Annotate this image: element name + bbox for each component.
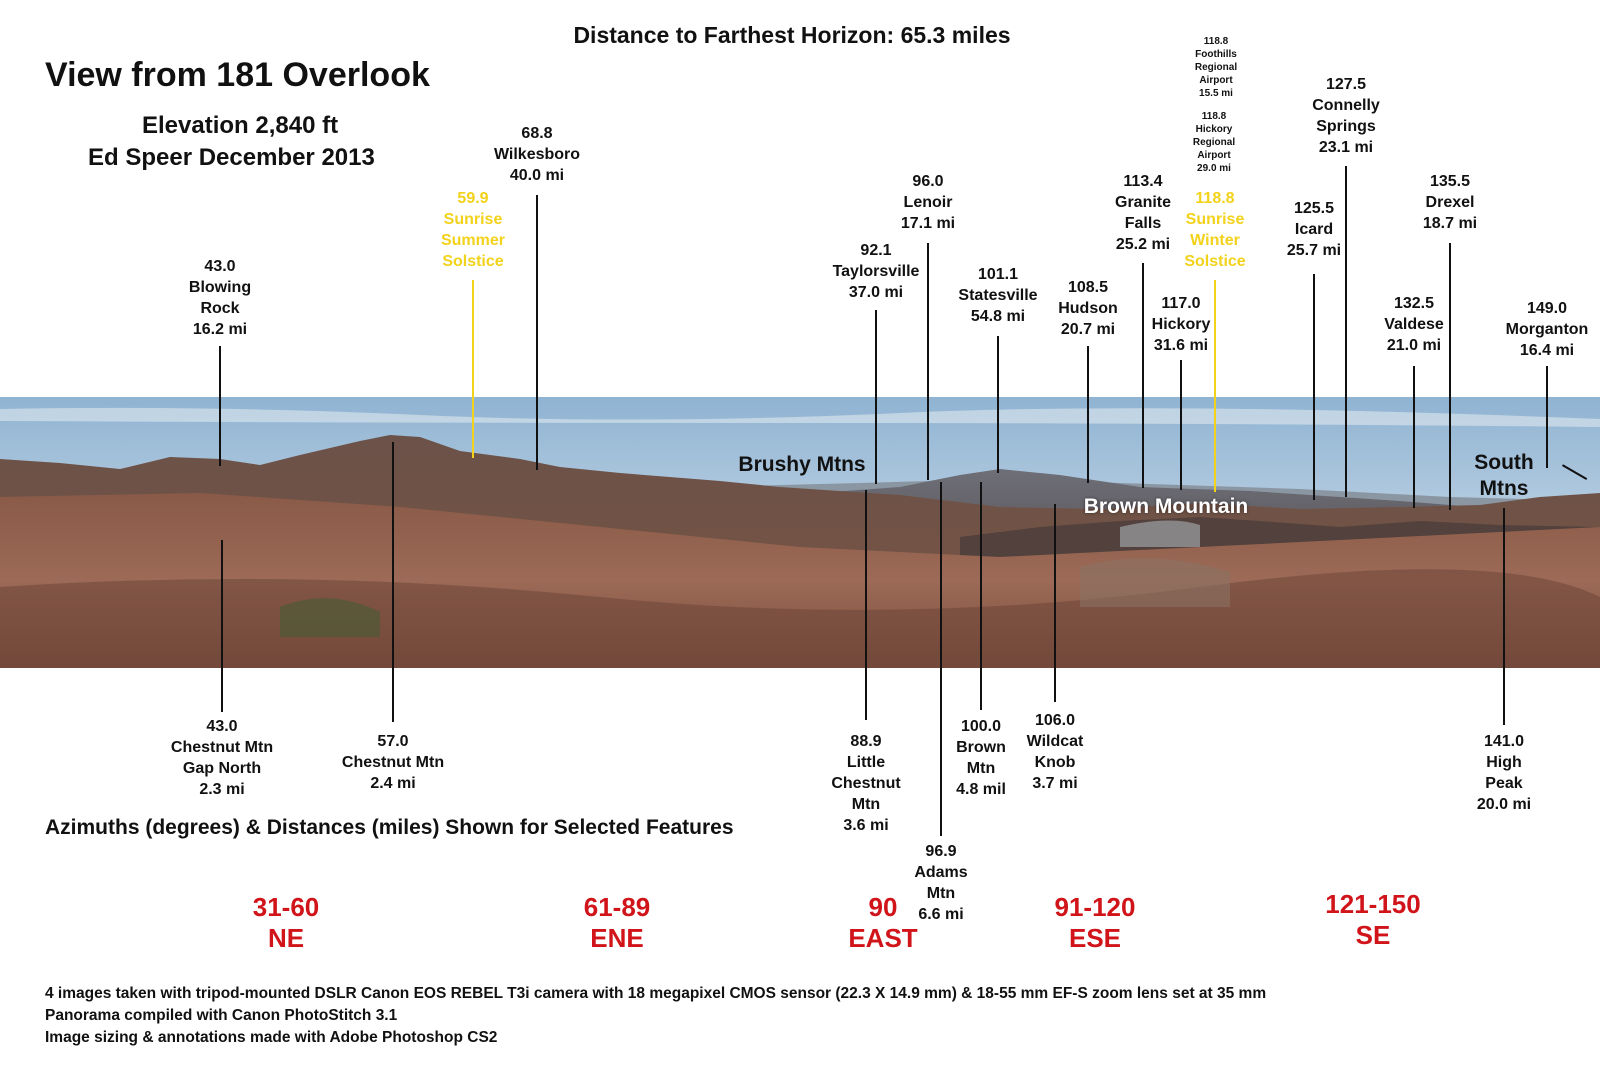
- upper-feature-label: [1423, 171, 1477, 234]
- lower-feature-label-line: Mtn: [926, 885, 956, 902]
- lower-feature-label-line: 3.6 mi: [843, 817, 889, 834]
- upper-feature-label-line: 59.9: [457, 190, 489, 207]
- airport-label: [1195, 35, 1237, 100]
- upper-feature-pointer-line: [997, 336, 999, 473]
- lower-feature-label-line: 20.0 mi: [1476, 796, 1532, 813]
- airport-label-line: Hickory: [1195, 124, 1233, 135]
- upper-feature-label-line: Rock: [200, 300, 240, 317]
- upper-feature-label-line: 149.0: [1526, 300, 1568, 317]
- upper-feature-pointer-line: [1180, 360, 1182, 490]
- upper-feature-label: [1287, 198, 1341, 261]
- upper-feature-label-line: 132.5: [1393, 295, 1435, 312]
- lower-feature-label-line: 2.4 mi: [370, 775, 416, 792]
- lower-feature-label-line: Gap North: [182, 760, 262, 777]
- footer-stitch-note: Panorama compiled with Canon PhotoStitch 3.1: [45, 1007, 398, 1024]
- lower-feature-label-line: 106.0: [1034, 712, 1076, 729]
- direction-name: SE: [1355, 920, 1391, 950]
- upper-feature-label: [494, 123, 580, 186]
- lower-feature-label-line: Chestnut Mtn: [170, 739, 274, 756]
- upper-feature-label-line: Lenoir: [903, 194, 953, 211]
- upper-feature-label-line: Solstice: [1184, 253, 1246, 270]
- footer-annotation-note: Image sizing & annotations made with Adobe Photoshop CS2: [45, 1029, 498, 1046]
- lower-feature-pointer-line: [1054, 504, 1056, 702]
- upper-feature-label-line: Springs: [1316, 118, 1376, 135]
- upper-feature-label: [1384, 293, 1444, 356]
- brushy-mountains-label: Brushy Mtns: [738, 453, 866, 476]
- airport-label-line: 118.8: [1201, 111, 1227, 122]
- upper-feature-label-line: Summer: [440, 232, 506, 249]
- upper-feature-label-line: Falls: [1124, 215, 1162, 232]
- upper-feature-label-line: Drexel: [1425, 194, 1475, 211]
- upper-feature-pointer-line: [1313, 274, 1315, 500]
- airport-label-line: Regional: [1192, 137, 1236, 148]
- upper-feature-pointer-line: [1214, 280, 1216, 492]
- lower-feature-label-line: 43.0: [206, 718, 238, 735]
- upper-feature-label-line: 16.4 mi: [1519, 342, 1575, 359]
- upper-feature-label-line: Blowing: [188, 279, 252, 296]
- direction-range: 31-60: [252, 892, 320, 922]
- upper-feature-label-line: 18.7 mi: [1422, 215, 1478, 232]
- lower-feature-label: [956, 716, 1006, 800]
- direction-ne: [253, 892, 320, 954]
- lower-feature-label: [171, 716, 273, 800]
- upper-feature-label: [441, 188, 505, 272]
- lower-feature-label-line: 96.9: [925, 843, 957, 860]
- upper-feature-label-line: Hudson: [1058, 300, 1118, 317]
- upper-feature-label-line: 16.2 mi: [192, 321, 248, 338]
- horizon-distance-title: Distance to Farthest Horizon: 65.3 miles: [573, 22, 1011, 48]
- upper-feature-label-line: 127.5: [1325, 76, 1367, 93]
- lower-feature-label-line: Wildcat: [1026, 733, 1084, 750]
- upper-feature-pointer-line: [875, 310, 877, 484]
- upper-feature-pointer-line: [1449, 243, 1451, 510]
- upper-feature-label-line: 135.5: [1429, 173, 1471, 190]
- upper-feature-label-line: 108.5: [1067, 279, 1109, 296]
- lower-feature-pointer-line: [940, 482, 942, 836]
- upper-feature-label-line: 125.5: [1293, 200, 1335, 217]
- lower-feature-label-line: 2.3 mi: [199, 781, 245, 798]
- upper-feature-label: [189, 256, 251, 340]
- lower-feature-pointer-line: [865, 490, 867, 720]
- upper-feature-label-line: 118.8: [1195, 190, 1235, 207]
- upper-feature-pointer-line: [1087, 346, 1089, 483]
- lower-feature-label-line: Chestnut Mtn: [341, 754, 445, 771]
- airport-label-line: 118.8: [1203, 36, 1229, 47]
- upper-feature-label-line: 43.0: [204, 258, 236, 275]
- upper-feature-label-line: Icard: [1294, 221, 1334, 238]
- direction-range: 90: [868, 892, 898, 922]
- upper-feature-label: [1184, 188, 1245, 272]
- upper-feature-label-line: Connelly: [1312, 97, 1380, 114]
- panorama-image: [0, 397, 1600, 668]
- lower-feature-label-line: Adams: [914, 864, 968, 881]
- south-mountains-line-2: Mtns: [1479, 477, 1529, 500]
- lower-feature-label-line: 4.8 mil: [956, 781, 1006, 798]
- footer-camera-note: 4 images taken with tripod-mounted DSLR Canon EOS REBEL T3i camera with 18 megapixel CMOS sensor (22.3 X 14.9 mm) & 18-55 mm EF-S zoom lens set at 35 mm: [45, 985, 1267, 1002]
- airport-label-line: Regional: [1194, 62, 1238, 73]
- upper-feature-label: [1058, 277, 1118, 340]
- upper-feature-label-line: Morganton: [1505, 321, 1589, 338]
- azimuth-note: Azimuths (degrees) & Distances (miles) Shown for Selected Features: [45, 816, 734, 839]
- direction-ene: [584, 892, 651, 954]
- airport-label-line: Foothills: [1195, 49, 1237, 60]
- upper-feature-label-line: 101.1: [977, 266, 1019, 283]
- airport-label-line: Airport: [1197, 150, 1231, 161]
- airport-label: [1193, 110, 1235, 175]
- upper-feature-label-line: Winter: [1190, 232, 1240, 249]
- lower-feature-label-line: High: [1486, 754, 1522, 771]
- upper-feature-label-line: 96.0: [912, 173, 944, 190]
- upper-feature-label-line: 21.0 mi: [1386, 337, 1442, 354]
- upper-feature-label-line: 92.1: [860, 242, 892, 259]
- lower-feature-label-line: Mtn: [851, 796, 881, 813]
- direction-name: EAST: [848, 923, 918, 953]
- lower-feature-label-line: 57.0: [377, 733, 409, 750]
- direction-range: 91-120: [1054, 892, 1136, 922]
- lower-feature-pointer-line: [221, 540, 223, 712]
- direction-name: ENE: [590, 923, 644, 953]
- upper-feature-label-line: Hickory: [1151, 316, 1211, 333]
- brown-mountain-label: Brown Mountain: [1083, 495, 1249, 518]
- page-title: View from 181 Overlook: [45, 56, 430, 94]
- lower-feature-pointer-line: [392, 442, 394, 722]
- lower-feature-label-line: Knob: [1034, 754, 1076, 771]
- upper-feature-label: [1506, 298, 1589, 361]
- direction-ese: [1055, 892, 1136, 954]
- upper-feature-label-line: Taylorsville: [832, 263, 920, 280]
- upper-feature-label-line: 17.1 mi: [900, 215, 956, 232]
- upper-feature-label-line: 25.7 mi: [1286, 242, 1342, 259]
- lower-feature-label-line: 3.7 mi: [1032, 775, 1078, 792]
- upper-feature-label-line: Sunrise: [443, 211, 503, 228]
- upper-feature-label-line: 40.0 mi: [509, 167, 565, 184]
- upper-feature-label-line: Granite: [1114, 194, 1172, 211]
- upper-feature-pointer-line: [1546, 366, 1548, 468]
- upper-feature-label: [1115, 171, 1171, 255]
- upper-feature-label-line: 113.4: [1123, 173, 1163, 190]
- lower-feature-pointer-line: [980, 482, 982, 710]
- south-mountains-label: [1474, 450, 1533, 502]
- lower-feature-label-line: Peak: [1485, 775, 1523, 792]
- lower-feature-label-line: Chestnut: [831, 775, 901, 792]
- upper-feature-label-line: 54.8 mi: [970, 308, 1026, 325]
- lower-feature-label: [914, 841, 967, 925]
- upper-feature-label-line: 23.1 mi: [1318, 139, 1374, 156]
- direction-name: ESE: [1068, 923, 1122, 953]
- direction-east: [848, 892, 917, 954]
- upper-feature-pointer-line: [536, 195, 538, 470]
- lower-feature-label: [342, 731, 444, 794]
- airport-label-line: Airport: [1199, 75, 1233, 86]
- lower-feature-label: [831, 731, 900, 836]
- lower-feature-label-line: 100.0: [960, 718, 1002, 735]
- upper-feature-label: [1312, 74, 1380, 158]
- upper-feature-pointer-line: [1413, 366, 1415, 508]
- upper-feature-label-line: Sunrise: [1185, 211, 1245, 228]
- south-mountains-line-1: South: [1474, 451, 1534, 474]
- lower-feature-label-line: 88.9: [850, 733, 882, 750]
- lower-feature-pointer-line: [1503, 508, 1505, 725]
- upper-feature-label: [1152, 293, 1211, 356]
- upper-feature-label-line: Solstice: [442, 253, 504, 270]
- upper-feature-label-line: 25.2 mi: [1115, 236, 1171, 253]
- upper-feature-label-line: 31.6 mi: [1153, 337, 1209, 354]
- airport-label-line: 15.5 mi: [1199, 88, 1233, 99]
- upper-feature-label: [901, 171, 955, 234]
- upper-feature-pointer-line: [219, 346, 221, 466]
- upper-feature-label-line: Wilkesboro: [493, 146, 581, 163]
- upper-feature-label-line: 68.8: [521, 125, 553, 142]
- upper-feature-label-line: 20.7 mi: [1060, 321, 1116, 338]
- airport-label-line: 29.0 mi: [1197, 163, 1231, 174]
- direction-range: 121-150: [1325, 889, 1421, 919]
- upper-feature-label: [958, 264, 1037, 327]
- lower-feature-label-line: Little: [846, 754, 886, 771]
- lower-feature-label-line: Brown: [956, 739, 1006, 756]
- lower-feature-label-line: Mtn: [966, 760, 996, 777]
- elevation-label: Elevation 2,840 ft: [142, 112, 339, 139]
- upper-feature-label: [833, 240, 920, 303]
- direction-name: NE: [267, 923, 305, 953]
- lower-feature-label-line: 6.6 mi: [918, 906, 964, 923]
- upper-feature-pointer-line: [1142, 263, 1144, 488]
- author-date-label: Ed Speer December 2013: [88, 144, 375, 171]
- upper-feature-label-line: 117.0: [1161, 295, 1201, 312]
- direction-se: [1325, 889, 1420, 951]
- upper-feature-pointer-line: [927, 243, 929, 480]
- lower-feature-label: [1027, 710, 1084, 794]
- upper-feature-pointer-line: [472, 280, 474, 458]
- direction-range: 61-89: [583, 892, 651, 922]
- upper-feature-pointer-line: [1345, 166, 1347, 497]
- upper-feature-label-line: 37.0 mi: [848, 284, 904, 301]
- lower-feature-label: [1477, 731, 1531, 815]
- upper-feature-label-line: Statesville: [958, 287, 1038, 304]
- upper-feature-label-line: Valdese: [1384, 316, 1444, 333]
- lower-feature-label-line: 141.0: [1483, 733, 1525, 750]
